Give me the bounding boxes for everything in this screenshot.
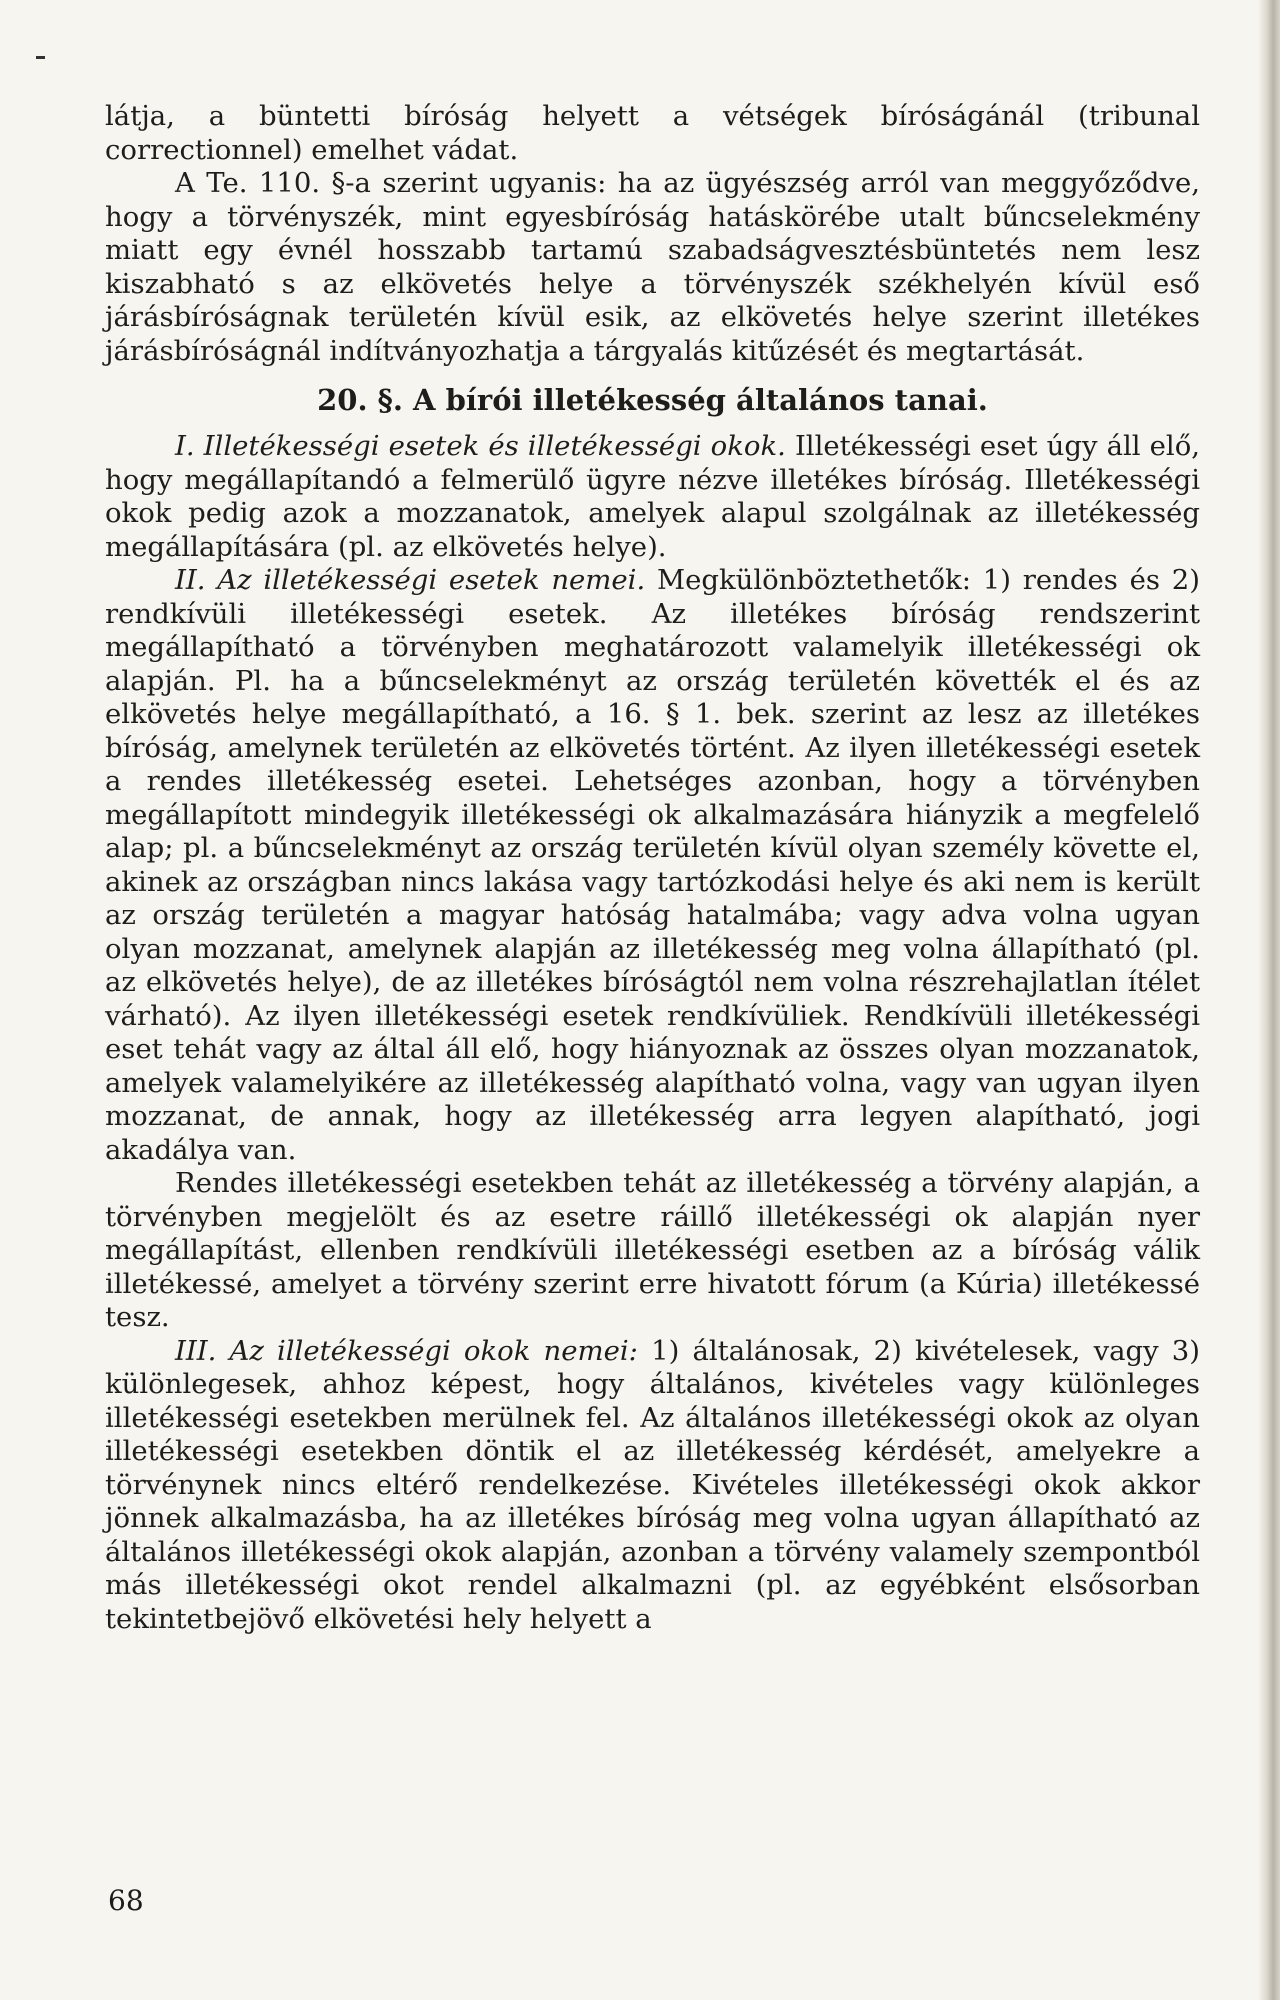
paragraph-te-110: A Te. 110. §-a szerint ugyanis: ha az ügyészség arról van meggyőződve, hogy a törvényszék, mint egyesbíróság hatáskörébe utalt bűncselekmény miatt egy évnél hosszabb tartamú szabadságvesztésbüntetés nem lesz kiszabható s az elkövetés helye a törvényszék székhelyén kívül eső járásbíróságnak területén kívül esik, az elkövetés helye szerint illetékes járásbíróságnál indítványozhatja a tárgyalás kitűzését és megtartását. bbox=[105, 167, 1200, 367]
page-body bbox=[105, 100, 1200, 1636]
paragraph-section-ii bbox=[105, 564, 1200, 1167]
section-iii-text: 1) általánosak, 2) kivételesek, vagy 3) különlegesek, ahhoz képest, hogy általános, kivételes vagy különleges illetékességi esetekben merülnek fel. Az általános illetékességi okok az olyan illetékességi esetekben döntik el az illetékesség kérdését, amelyekre a törvénynek nincs eltérő rendelkezése. Kivételes illetékességi okok akkor jönnek alkalmazásba, ha az illetékes bíróság meg volna ugyan állapítható az általános illetékességi okok alapján, azonban a törvény valamely szempontból más illetékességi okot rendel alkalmazni (pl. az egyébként elsősorban tekintetbejövő elkövetési hely helyett a bbox=[105, 1334, 1201, 1635]
paragraph-section-i bbox=[105, 430, 1200, 564]
paragraph-rendes-illetekesseg: Rendes illetékességi esetekben tehát az illetékesség a törvény alapján, a törvényben megjelölt és az esetre ráillő illetékességi ok alapján nyer megállapítást, ellenben rendkívüli illetékességi esetben az a bíróság válik illetékessé, amelyet a törvény szerint erre hivatott fórum (a Kúria) illetékessé tesz. bbox=[105, 1167, 1200, 1333]
paragraph-section-iii bbox=[105, 1335, 1200, 1637]
section-iii-label: III. Az illetékességi okok nemei: bbox=[175, 1334, 638, 1367]
stray-mark bbox=[36, 56, 45, 59]
section-heading: 20. §. A bírói illetékesség általános tanai. bbox=[317, 383, 988, 417]
page-number: 68 bbox=[108, 1884, 144, 1917]
page-edge-shadow bbox=[1258, 0, 1280, 2000]
section-i-text: Illetékességi eset úgy áll elő, hogy megállapítandó a felmerülő ügyre nézve illetékes bíróság. Illetékességi okok pedig azok a mozzanatok, amelyek alapul szolgálnak az illetékesség megállapítására (pl. az elkövetés helye). bbox=[105, 430, 1200, 563]
section-ii-text: Megkülönböztethetők: 1) rendes és 2) rendkívüli illetékességi esetek. Az illetékes bíróság rendszerint megállapítható a törvényben meghatározott valamelyik illetékességi ok alapján. Pl. ha a bűncselekményt az ország területén követték el és az elkövetés helye megállapítható, a 16. § 1. bek. szerint az lesz az illetékes bíróság, amelynek területén az elkövetés történt. Az ilyen illetékességi esetek a rendes illetékesség esetei. Lehetséges azonban, hogy a törvényben megállapított mindegyik illetékességi ok alkalmazására hiányzik a megfelelő alap; pl. a bűncselekményt az ország területén kívül olyan személy követte el, akinek az országban nincs lakása vagy tartózkodási helye és aki nem is került az ország területén a magyar hatóság hatalmába; vagy adva volna ugyan olyan mozzanat, amelynek alapján az illetékesség meg volna állapítható (pl. az elkövetés helye), de az illetékes bíróságtól nem volna részrehajlatlan ítélet várható). Az ilyen illetékességi esetek rendkívüliek. Rendkívüli illetékességi eset tehát vagy az által áll elő, hogy hiányoznak az összes olyan mozzanatok, amelyek valamelyikére az illetékesség alapítható volna, vagy van ugyan ilyen mozzanat, de annak, hogy az illetékesség arra legyen alapítható, jogi akadálya van. bbox=[105, 564, 1200, 1166]
paragraph-continuation: látja, a büntetti bíróság helyett a vétségek bíróságánál (tribunal correctionnel) emelhet vádat. bbox=[105, 100, 1200, 166]
section-i-label: I. Illetékességi esetek és illetékességi okok. bbox=[175, 430, 786, 462]
section-ii-label: II. Az illetékességi esetek nemei. bbox=[175, 564, 646, 596]
